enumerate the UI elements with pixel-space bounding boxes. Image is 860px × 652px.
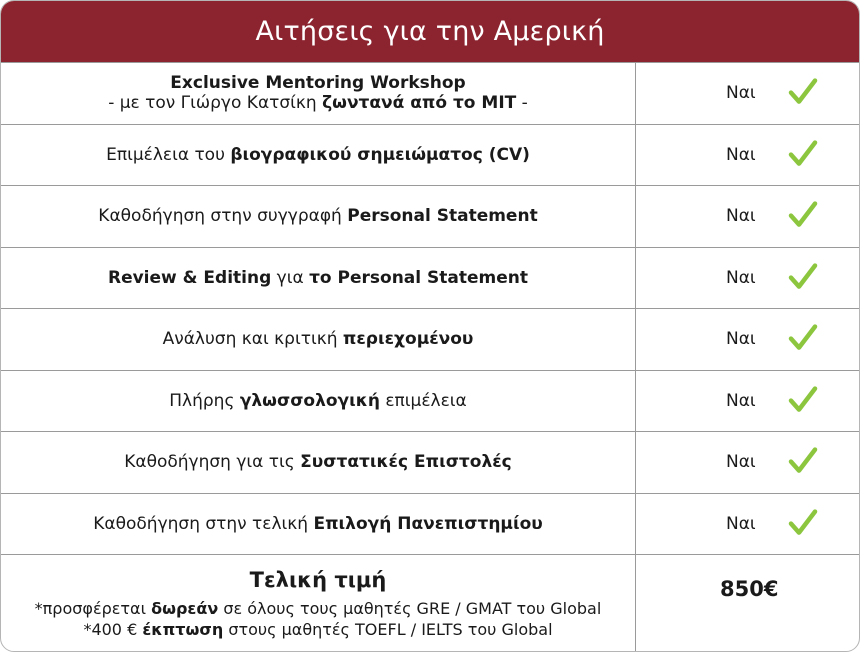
text-fragment: Καθοδήγηση στην τελική [93, 513, 314, 534]
emphasis-text: Συστατικές Επιστολές [300, 452, 512, 473]
feature-label [1, 124, 636, 186]
feature-line [1, 329, 635, 349]
feature-line [1, 206, 635, 226]
emphasis-text: γλωσσολογική [239, 390, 380, 411]
price-title: Τελική τιμή [249, 568, 387, 592]
feature-row [1, 247, 859, 309]
yes-label: Ναι [726, 329, 756, 350]
text-fragment: *400 € [83, 620, 143, 639]
emphasis-text: περιεχομένου [342, 329, 474, 350]
feature-label [1, 432, 636, 494]
emphasis-text: δωρεάν [151, 599, 219, 618]
text-fragment: Καθοδήγηση στην συγγραφή [98, 206, 348, 227]
feature-value-cell [636, 124, 860, 186]
emphasis-text: ζωντανά από το MIT [322, 93, 517, 114]
feature-line [1, 73, 635, 93]
feature-line [1, 514, 635, 534]
feature-label [1, 247, 636, 309]
feature-row [1, 309, 859, 371]
feature-label [1, 186, 636, 248]
yes-label: Ναι [726, 390, 756, 411]
text-fragment: επιμέλεια [379, 390, 467, 411]
text-fragment: - με τον Γιώργο Κατσίκη [108, 93, 323, 114]
price-note-discount [1, 619, 635, 640]
checkmark-icon [788, 78, 818, 106]
feature-value-cell [636, 63, 860, 125]
feature-row [1, 370, 859, 432]
price-cell [636, 555, 860, 652]
yes-label: Ναι [726, 267, 756, 288]
text-fragment: σε όλους τους μαθητές GRE / GMAT του Global [218, 599, 602, 618]
emphasis-text: το Personal Statement [309, 267, 528, 288]
feature-label [1, 309, 636, 371]
feature-subline [1, 93, 635, 113]
yes-label: Ναι [726, 206, 756, 227]
price-row [1, 555, 859, 652]
feature-label [1, 63, 636, 125]
feature-row [1, 186, 859, 248]
feature-row [1, 63, 859, 125]
features-table [1, 62, 859, 652]
feature-label [1, 493, 636, 555]
feature-line [1, 391, 635, 411]
checkmark-icon [788, 262, 818, 290]
feature-line [1, 452, 635, 472]
emphasis-text: Exclusive Mentoring Workshop [170, 73, 466, 94]
checkmark-icon [788, 447, 818, 475]
feature-value-cell [636, 309, 860, 371]
text-fragment: - [516, 93, 528, 114]
price-description [1, 555, 636, 652]
feature-value-cell [636, 247, 860, 309]
checkmark-icon [788, 139, 818, 167]
text-fragment: *προσφέρεται [34, 599, 152, 618]
feature-line [1, 145, 635, 165]
checkmark-icon [788, 508, 818, 536]
header-title: Αιτήσεις για την Αμερική [255, 16, 605, 47]
price-value: 850€ [720, 577, 779, 601]
feature-row [1, 432, 859, 494]
feature-value-cell [636, 186, 860, 248]
checkmark-icon [788, 201, 818, 229]
text-fragment: για [271, 267, 310, 288]
feature-row [1, 124, 859, 186]
text-fragment: Επιμέλεια του [106, 144, 231, 165]
text-fragment: Ανάλυση και κριτική [162, 329, 343, 350]
yes-label: Ναι [726, 513, 756, 534]
text-fragment: στους μαθητές TOEFL / IELTS του Global [223, 620, 553, 639]
table-header [1, 1, 859, 62]
text-fragment: Πλήρης [169, 390, 240, 411]
checkmark-icon [788, 324, 818, 352]
emphasis-text: έκπτωση [142, 620, 224, 639]
yes-label: Ναι [726, 83, 756, 104]
feature-value-cell [636, 493, 860, 555]
emphasis-text: βιογραφικού σημειώματος (CV) [230, 144, 530, 165]
checkmark-icon [788, 385, 818, 413]
feature-line [1, 268, 635, 288]
emphasis-text: Review & Editing [107, 267, 272, 288]
yes-label: Ναι [726, 144, 756, 165]
feature-row [1, 493, 859, 555]
price-note-free [1, 598, 635, 619]
yes-label: Ναι [726, 452, 756, 473]
feature-value-cell [636, 432, 860, 494]
emphasis-text: Επιλογή Πανεπιστημίου [313, 513, 543, 534]
text-fragment: Καθοδήγηση για τις [124, 452, 301, 473]
feature-label [1, 370, 636, 432]
emphasis-text: Personal Statement [347, 206, 538, 227]
feature-value-cell [636, 370, 860, 432]
